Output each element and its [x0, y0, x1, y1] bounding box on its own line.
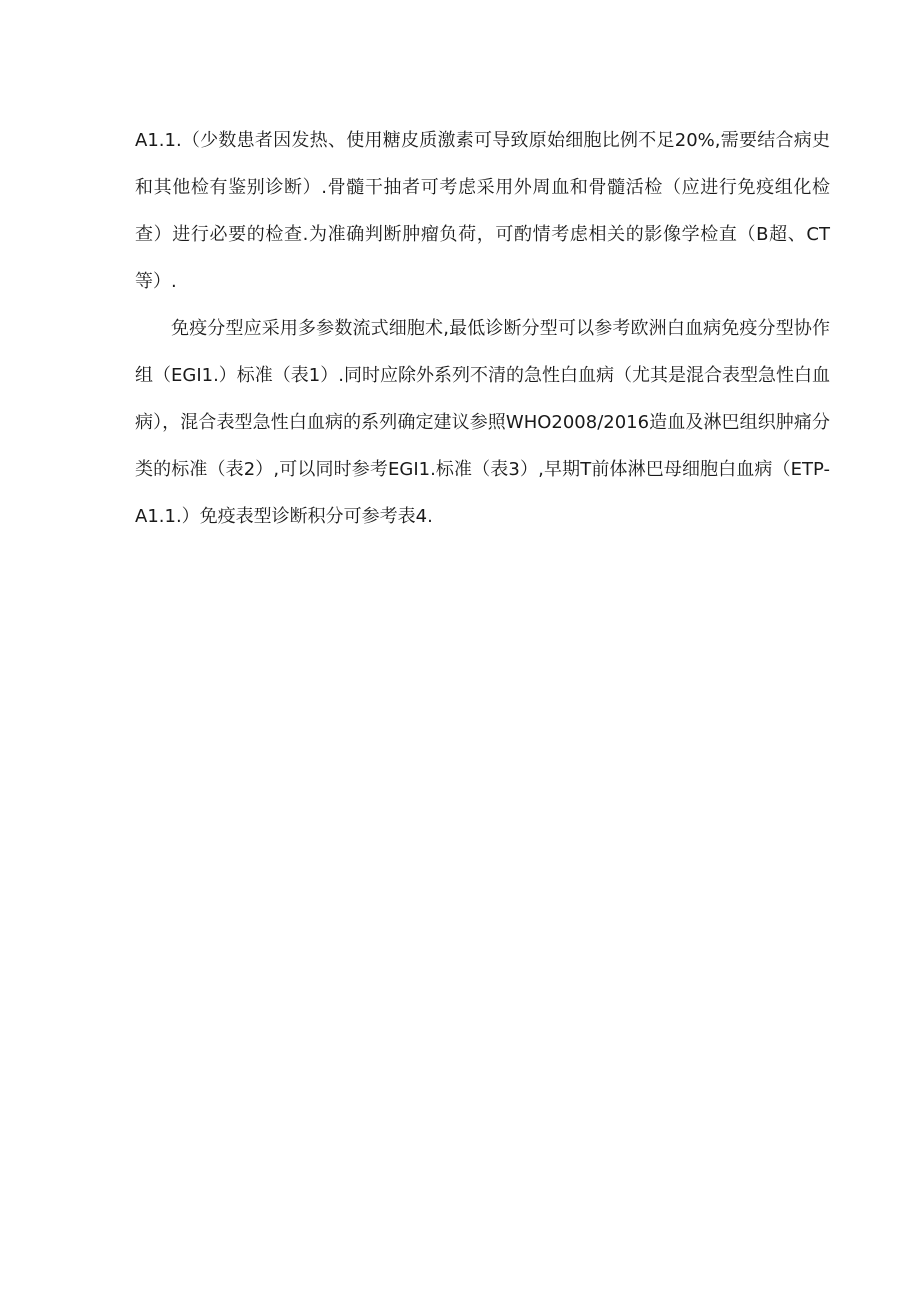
paragraph-immunophenotyping: 免疫分型应采用多参数流式细胞术,最低诊断分型可以参考欧洲白血病免疫分型协作组（EGI1.）标准（表1）.同时应除外系列不清的急性白血病（尤其是混合表型急性白血病），混合表型急性白血病的系列确定建议参照WHO2008/2016造血及淋巴组织肿痛分类的标准（表2）,可以同时参考EGI1.标准（表3）,早期T前体淋巴母细胞白血病（ETP-A1.1.）免疫表型诊断积分可参考表4. — [135, 318, 830, 527]
paragraph-diagnosis-notes: A1.1.（少数患者因发热、使用糖皮质激素可导致原始细胞比例不足20%,需要结合病史和其他检有鉴别诊断）.骨髓干抽者可考虑采用外周血和骨髓活检（应进行免疫组化检查）进行必要的检查.为准确判断肿瘤负荷，可酌情考虑相关的影像学检直（B超、CT等）. — [135, 130, 830, 292]
document-body — [135, 117, 830, 540]
